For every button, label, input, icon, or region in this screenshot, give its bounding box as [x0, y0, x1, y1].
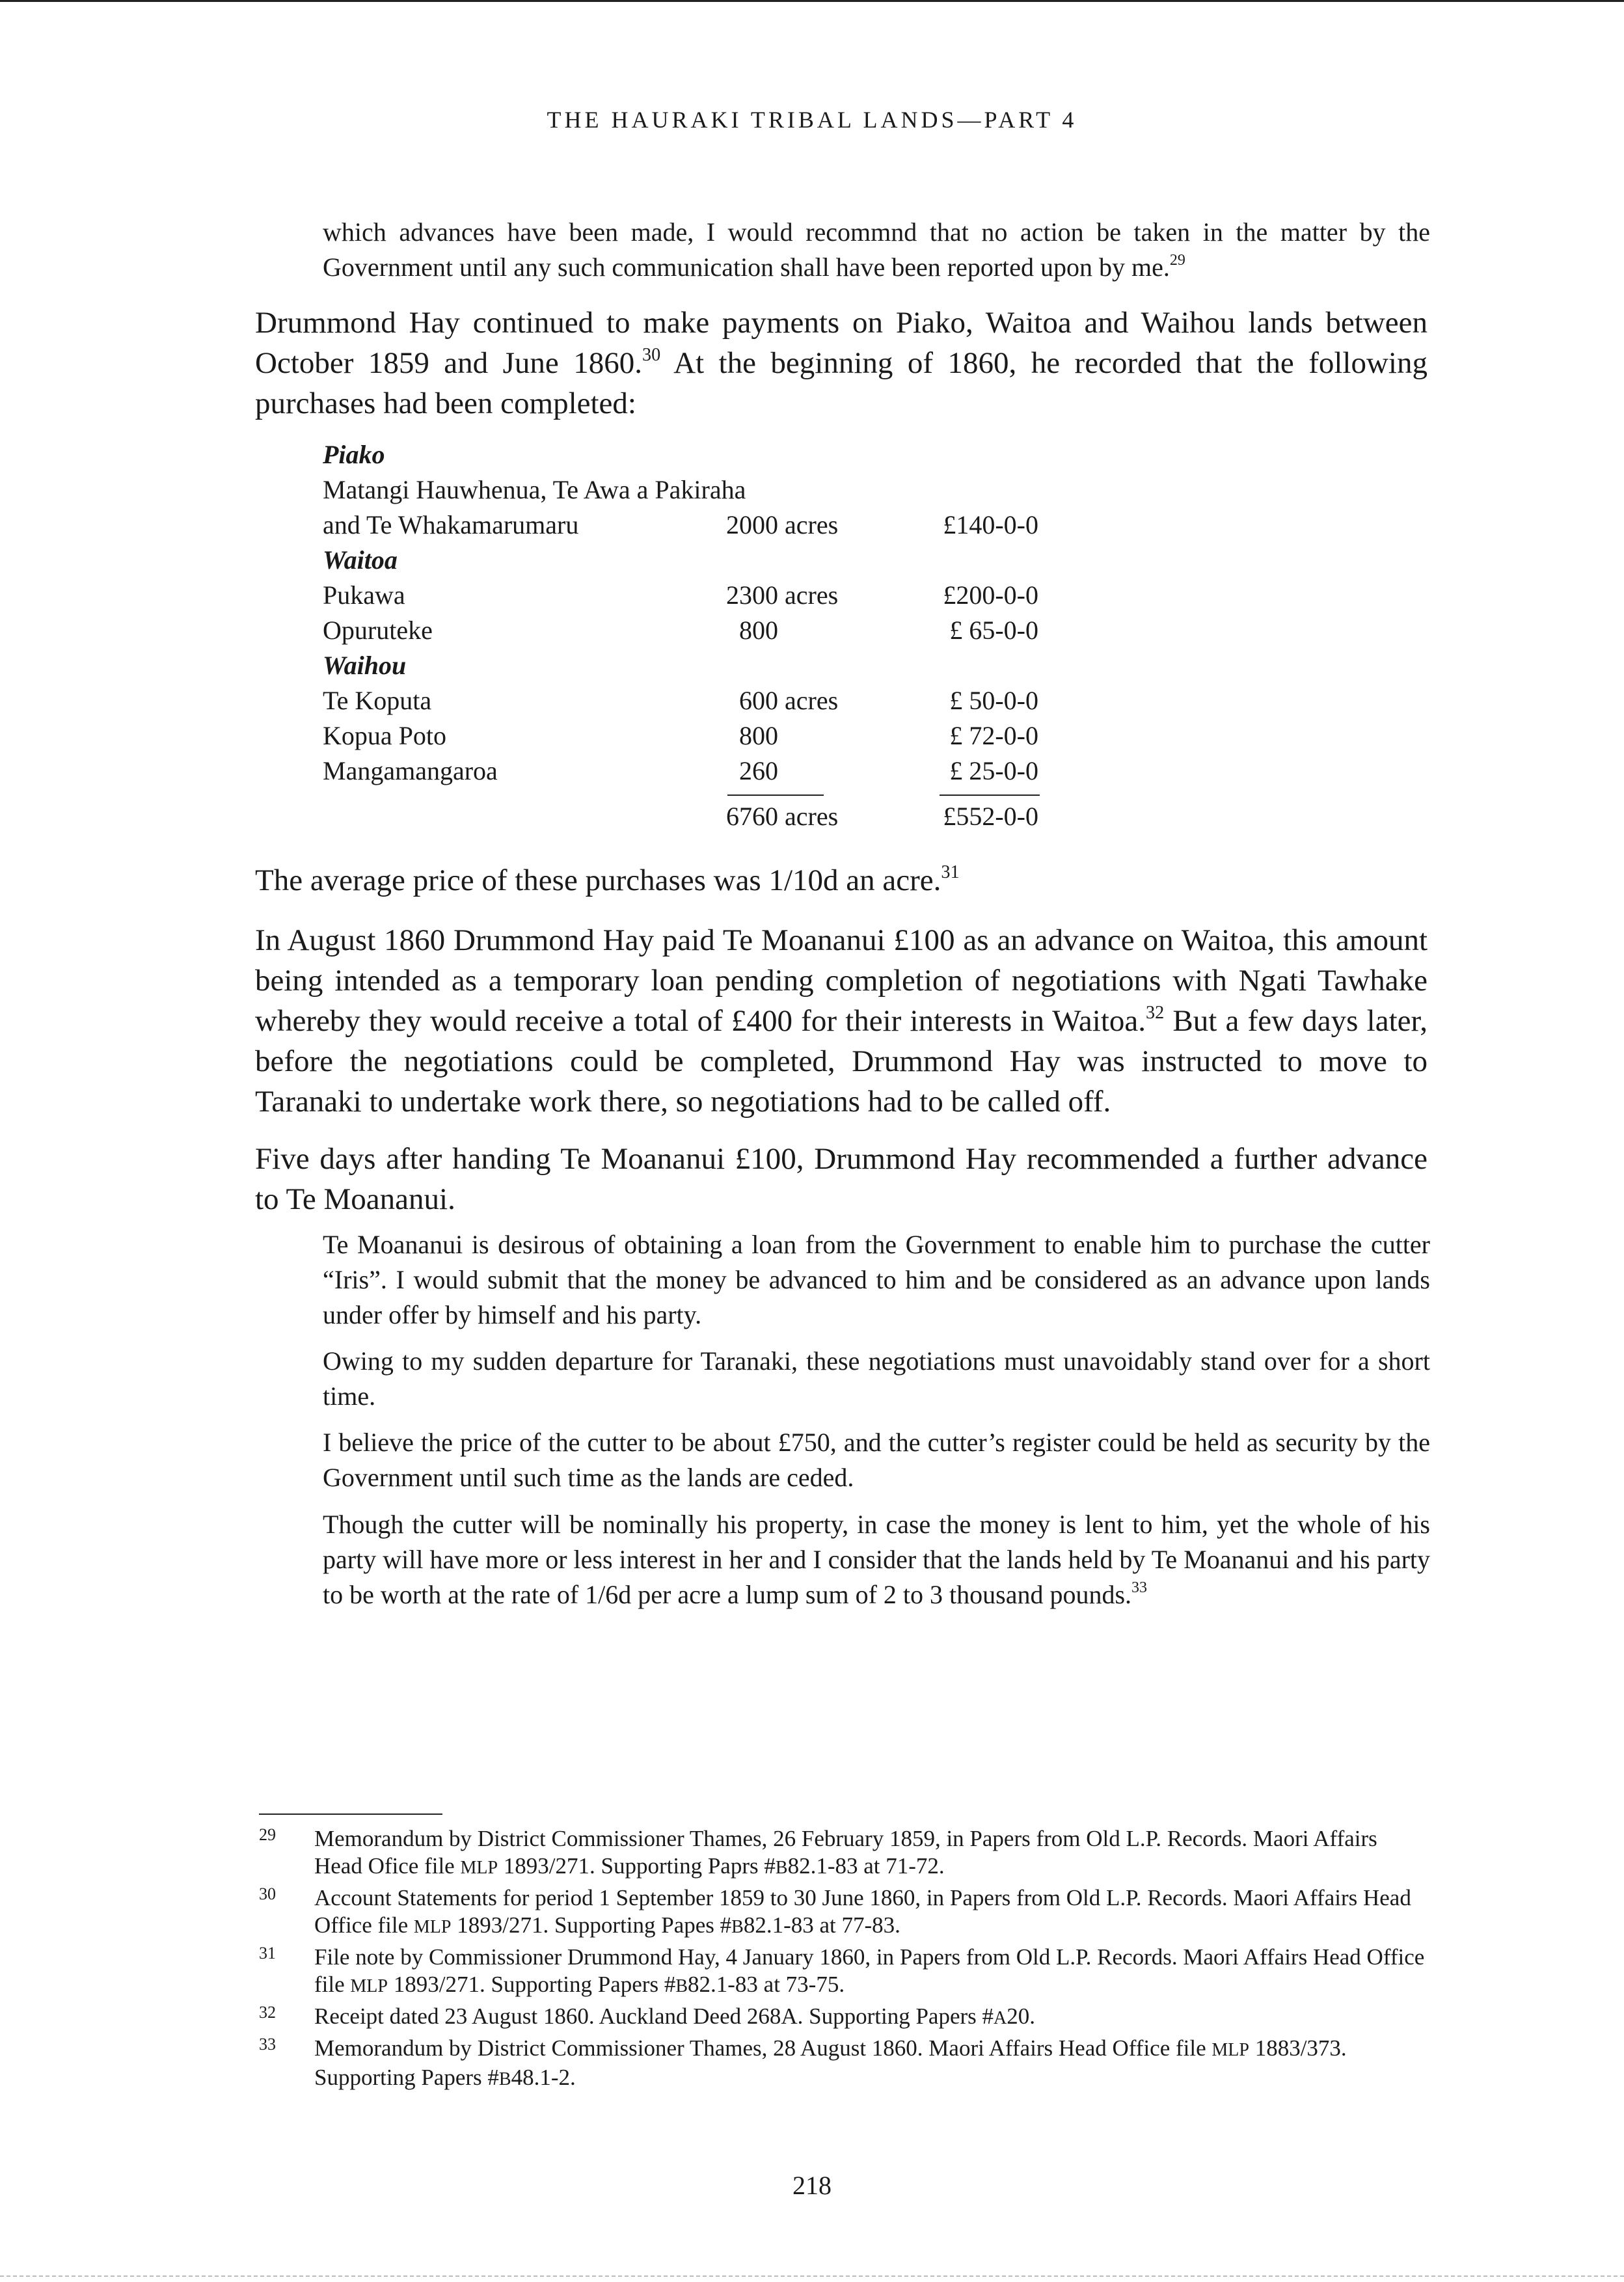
running-head: THE HAURAKI TRIBAL LANDS—PART 4 — [547, 107, 1077, 133]
group-heading-waitoa: Waitoa — [323, 545, 398, 575]
block-acres: 260 — [739, 756, 778, 785]
footnote-text: 1893/271. Supporting Paprs # — [498, 1853, 776, 1879]
acres-total-rule — [727, 795, 824, 796]
footnote-number: 33 — [259, 2035, 276, 2054]
block-name: Mangamangaroa — [323, 756, 498, 785]
group-heading-piako: Piako — [323, 440, 385, 469]
group-heading-waihou: Waihou — [323, 651, 407, 680]
block-quote-4 — [323, 1507, 1430, 1612]
group-heading-row — [323, 545, 1051, 580]
block-name: Kopua Poto — [323, 721, 446, 750]
footnote-smallcaps: B — [775, 1858, 788, 1878]
footnote-32 — [259, 2003, 1430, 2032]
footnote-ref-30[interactable]: 30 — [642, 344, 661, 365]
footnote-number: 32 — [259, 2003, 276, 2022]
footnote-text: 1893/271. Supporting Papers # — [387, 1972, 676, 1997]
paragraph-advance-waitoa-text-b: But a few days later, before the negotiations could be completed, Drummond Hay was instructed to move to Taranaki to undertake work there, so negotiations had to be called off. — [255, 1004, 1428, 1119]
footnote-ref-32[interactable]: 32 — [1146, 1002, 1165, 1023]
paragraph-further-advance — [255, 1139, 1428, 1219]
block-name: and Te Whakamarumaru — [323, 510, 579, 539]
paragraph-advance-waitoa — [255, 920, 1428, 1122]
group-heading-row — [323, 650, 1051, 685]
footnote-smallcaps: MLP — [350, 1976, 388, 1996]
footnote-29 — [259, 1825, 1430, 1882]
footnote-text: 48.1-2. — [511, 2065, 576, 2090]
footnote-separator — [259, 1813, 442, 1815]
footnote-text: 82.1-83 at 77-83. — [743, 1912, 900, 1938]
total-acres: 6760 acres — [726, 802, 839, 831]
footnote-smallcaps: A — [994, 2008, 1007, 2028]
footnote-text: Memorandum by District Commissioner Thames, 28 August 1860. Maori Affairs Head Office file — [314, 2035, 1212, 2061]
paragraph-average-price-text: The average price of these purchases was 1/10d an acre. — [255, 863, 941, 897]
footnotes — [259, 1825, 1430, 2096]
paragraph-average-price — [255, 860, 1428, 901]
footnote-text: Receipt dated 23 August 1860. Auckland Deed 268A. Supporting Papers # — [314, 2004, 994, 2029]
block-quote-3: I believe the price of the cutter to be about £750, and the cutter’s register could be held as security by the Government until such time as the lands are ceded. — [323, 1428, 1430, 1492]
footnote-smallcaps: B — [731, 1917, 744, 1937]
quote-continuation — [323, 215, 1430, 285]
table-row — [323, 509, 1051, 545]
block-price: £ 25-0-0 — [949, 756, 1038, 785]
block-price: £140-0-0 — [943, 510, 1038, 539]
footnote-text: 1893/271. Supporting Papes # — [451, 1912, 732, 1938]
table-row — [323, 474, 1051, 509]
paragraph-payments-text-a: Drummond Hay continued to make payments on Piako, Waitoa and Waihou lands between October 1859 and June 1860. — [255, 306, 1428, 380]
footnote-number: 31 — [259, 1944, 276, 1963]
block-acres: 2300 acres — [726, 580, 839, 610]
footnote-30 — [259, 1884, 1430, 1941]
block-price: £ 50-0-0 — [949, 686, 1038, 715]
block-acres: 600 acres — [739, 686, 839, 715]
footnote-smallcaps: B — [498, 2069, 511, 2089]
footnote-ref-31[interactable]: 31 — [941, 862, 960, 882]
paragraph-advance-waitoa-text-a: In August 1860 Drummond Hay paid Te Moananui £100 as an advance on Waitoa, this amount being intended as a temporary loan pending completion of negotiations with Ngati Tawhake whereby they would receive a total of £400 for their interests in Waitoa. — [255, 923, 1428, 1038]
table-row — [323, 580, 1051, 615]
footnote-text: 82.1-83 at 71-72. — [787, 1853, 945, 1879]
table-row — [323, 720, 1051, 755]
block-acres: 800 — [739, 721, 778, 750]
footnote-ref-29[interactable]: 29 — [1169, 252, 1185, 269]
block-acres: 2000 acres — [726, 510, 839, 539]
total-price: £552-0-0 — [943, 802, 1038, 831]
top-border — [0, 0, 1624, 2]
footnote-31 — [259, 1944, 1430, 2000]
footnote-ref-33[interactable]: 33 — [1131, 1579, 1148, 1597]
footnote-smallcaps: MLP — [413, 1917, 452, 1937]
footnote-text: 82.1-83 at 73-75. — [688, 1972, 845, 1997]
block-quote-1: Te Moananui is desirous of obtaining a loan from the Government to enable him to purchase the cutter “Iris”. I would submit that the money be advanced to him and be considered as an advance upon lands under offer by himself and his party. — [323, 1230, 1430, 1329]
footnote-text: Account Statements for period 1 September 1859 to 30 June 1860, in Papers from Old L.P. Records. Maori Affairs Head Office file — [314, 1885, 1411, 1938]
footnote-smallcaps: MLP — [1211, 2040, 1249, 2060]
block-name: Matangi Hauwhenua, Te Awa a Pakiraha — [323, 475, 746, 504]
footnote-number: 30 — [259, 1884, 276, 1903]
table-row — [323, 755, 1051, 791]
table-row — [323, 685, 1051, 720]
footnote-text: File note by Commissioner Drummond Hay, 4 January 1860, in Papers from Old L.P. Records. Maori Affairs Head Office file — [314, 1944, 1425, 1997]
block-name: Pukawa — [323, 580, 405, 610]
footnote-number: 29 — [259, 1825, 276, 1844]
footnote-text: Memorandum by District Commissioner Thames, 26 February 1859, in Papers from Old L.P. Records. Maori Affairs Head Ofice file — [314, 1826, 1377, 1879]
footnote-smallcaps: B — [675, 1976, 688, 1996]
paragraph-payments — [255, 303, 1428, 424]
block-quote-4-text: Though the cutter will be nominally his property, in case the money is lent to him, yet the whole of his party will have more or less interest in her and I consider that the lands held by Te Moananui and his party to be worth at the rate of 1/6d per acre a lump sum of 2 to 3 thousand pounds. — [323, 1510, 1430, 1609]
total-row — [323, 801, 1051, 836]
footnote-text: 20. — [1007, 2004, 1036, 2029]
page-number: 218 — [792, 2171, 832, 2200]
block-acres: 800 — [739, 616, 778, 645]
paragraph-further-advance-text: Five days after handing Te Moananui £100, Drummond Hay recommended a further advance to Te Moananui. — [255, 1142, 1428, 1216]
block-name: Te Koputa — [323, 686, 432, 715]
footnote-text: 1883/373. Supporting Papers # — [314, 2035, 1347, 2090]
footnote-33 — [259, 2035, 1430, 2093]
bottom-scan-edge — [0, 2275, 1624, 2277]
block-price: £ 72-0-0 — [949, 721, 1038, 750]
quote-continuation-text: which advances have been made, I would recommnd that no action be taken in the matter by the Government until any such communication shall have been reported upon by me. — [323, 217, 1430, 282]
price-total-rule — [940, 795, 1040, 796]
paragraph-payments-text-b: At the beginning of 1860, he recorded that the following purchases had been completed: — [255, 346, 1428, 420]
block-name: Opuruteke — [323, 616, 433, 645]
table-row — [323, 615, 1051, 650]
block-price: £200-0-0 — [943, 580, 1038, 610]
block-quote-2: Owing to my sudden departure for Taranaki, these negotiations must unavoidably stand over for a short time. — [323, 1346, 1430, 1411]
footnote-smallcaps: MLP — [460, 1858, 498, 1878]
block-price: £ 65-0-0 — [949, 616, 1038, 645]
group-heading-row — [323, 439, 1051, 474]
